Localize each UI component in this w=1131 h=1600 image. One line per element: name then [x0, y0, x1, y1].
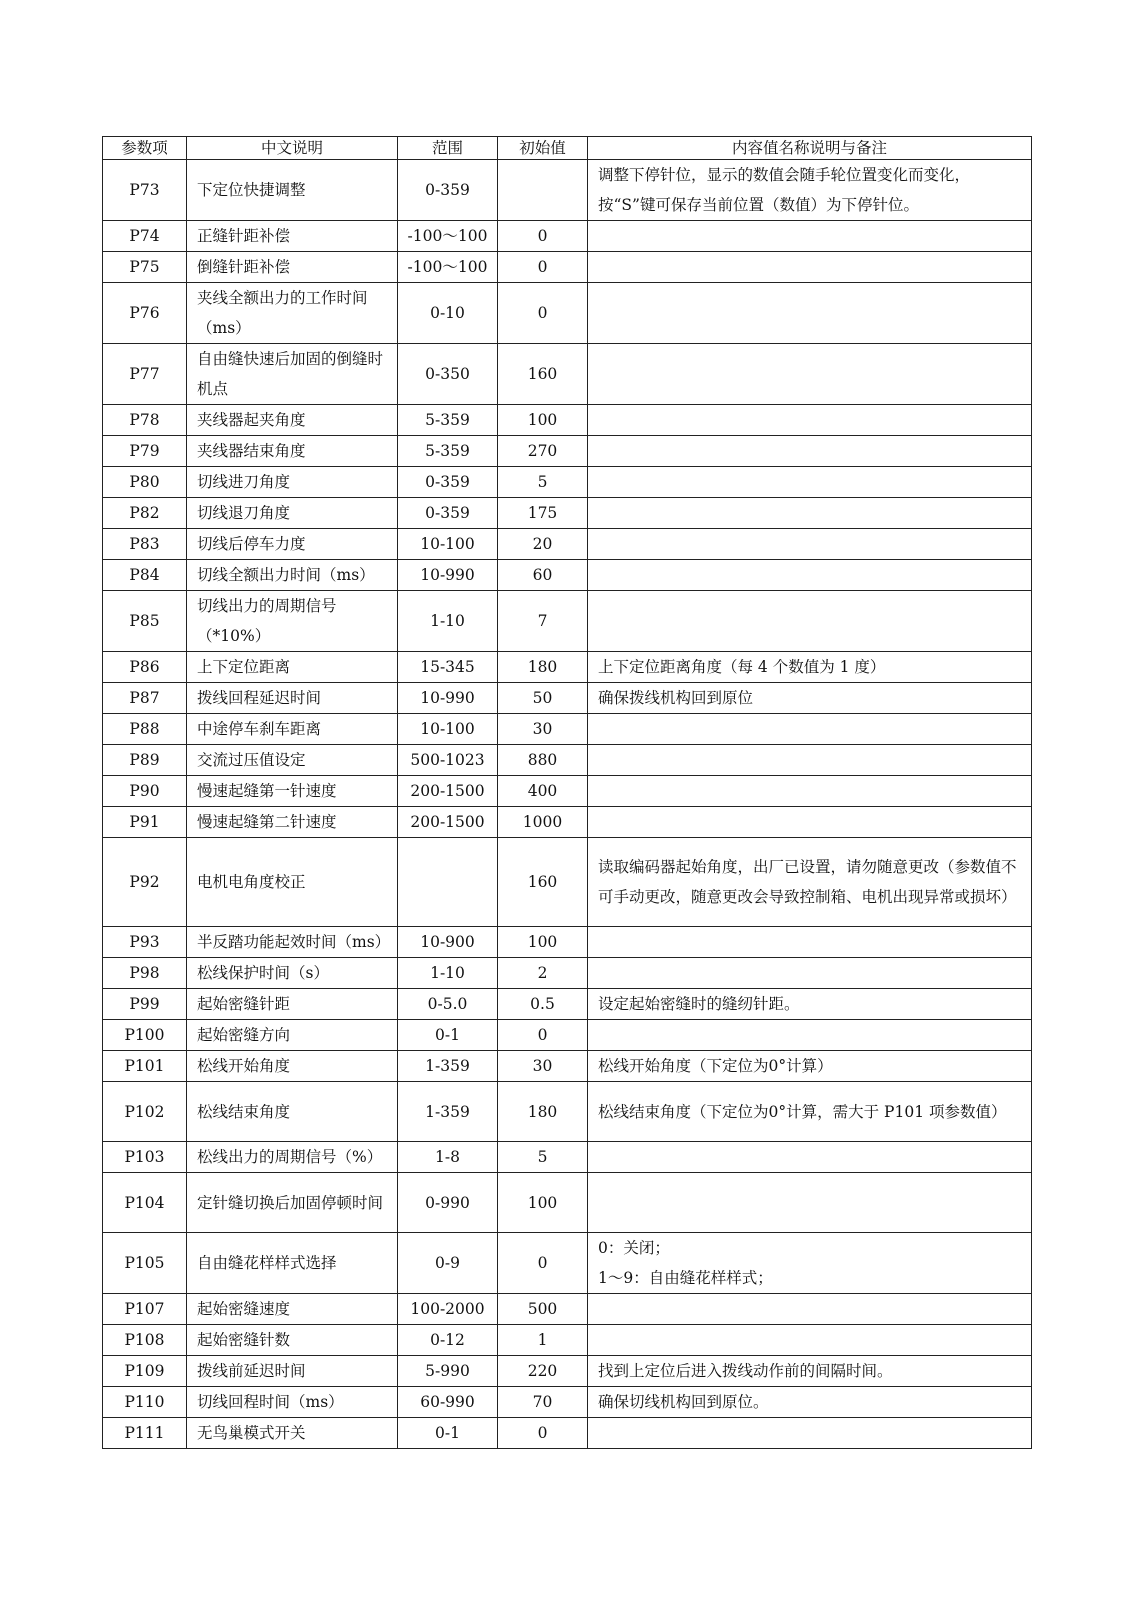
description-cell: 慢速起缝第二针速度: [187, 807, 398, 838]
description-cell: 松线开始角度: [187, 1051, 398, 1082]
initial-value-cell: 0: [498, 1020, 588, 1051]
header-range: 范围: [398, 137, 498, 160]
range-cell: -100～100: [398, 221, 498, 252]
param-id-cell: P102: [103, 1082, 187, 1142]
range-cell: -100～100: [398, 252, 498, 283]
notes-cell: [588, 498, 1032, 529]
description-cell: 切线出力的周期信号（*10%）: [187, 591, 398, 652]
notes-cell: [588, 467, 1032, 498]
param-id-cell: P93: [103, 927, 187, 958]
param-id-cell: P92: [103, 838, 187, 927]
notes-cell: [588, 221, 1032, 252]
param-id-cell: P108: [103, 1325, 187, 1356]
notes-cell: [588, 745, 1032, 776]
initial-value-cell: 5: [498, 1142, 588, 1173]
notes-cell: [588, 529, 1032, 560]
table-row: [103, 807, 1032, 838]
notes-cell: 0：关闭； 1～9：自由缝花样样式；: [588, 1233, 1032, 1294]
range-cell: 1-8: [398, 1142, 498, 1173]
header-notes: 内容值名称说明与备注: [588, 137, 1032, 160]
param-id-cell: P98: [103, 958, 187, 989]
range-cell: 0-1: [398, 1418, 498, 1449]
initial-value-cell: 180: [498, 652, 588, 683]
initial-value-cell: 0: [498, 1418, 588, 1449]
table-row: [103, 1051, 1032, 1082]
table-row: [103, 1020, 1032, 1051]
initial-value-cell: 270: [498, 436, 588, 467]
notes-cell: [588, 927, 1032, 958]
range-cell: 5-359: [398, 436, 498, 467]
table-row: [103, 652, 1032, 683]
table-row: [103, 1356, 1032, 1387]
notes-cell: [588, 1020, 1032, 1051]
range-cell: 0-359: [398, 160, 498, 221]
param-id-cell: P100: [103, 1020, 187, 1051]
table-row: [103, 344, 1032, 405]
range-cell: 0-10: [398, 283, 498, 344]
notes-cell: [588, 714, 1032, 745]
param-id-cell: P87: [103, 683, 187, 714]
table-row: [103, 529, 1032, 560]
notes-cell: 读取编码器起始角度，出厂已设置，请勿随意更改（参数值不可手动更改，随意更改会导致控制箱、电机出现异常或损坏）: [588, 838, 1032, 927]
description-cell: 夹线器起夹角度: [187, 405, 398, 436]
table-row: [103, 1142, 1032, 1173]
param-id-cell: P101: [103, 1051, 187, 1082]
range-cell: 0-5.0: [398, 989, 498, 1020]
header-initial-value: 初始值: [498, 137, 588, 160]
parameter-table: [102, 136, 1032, 1449]
notes-cell: [588, 776, 1032, 807]
param-id-cell: P110: [103, 1387, 187, 1418]
param-id-cell: P85: [103, 591, 187, 652]
param-id-cell: P86: [103, 652, 187, 683]
notes-cell: 找到上定位后进入拨线动作前的间隔时间。: [588, 1356, 1032, 1387]
description-cell: 切线后停车力度: [187, 529, 398, 560]
param-id-cell: P89: [103, 745, 187, 776]
description-cell: 松线出力的周期信号（%）: [187, 1142, 398, 1173]
table-row: [103, 160, 1032, 221]
notes-cell: [588, 1173, 1032, 1233]
table-row: [103, 591, 1032, 652]
notes-cell: [588, 807, 1032, 838]
table-row: [103, 283, 1032, 344]
range-cell: 100-2000: [398, 1294, 498, 1325]
table-row: [103, 989, 1032, 1020]
range-cell: 5-359: [398, 405, 498, 436]
range-cell: 500-1023: [398, 745, 498, 776]
initial-value-cell: 7: [498, 591, 588, 652]
table-row: [103, 838, 1032, 927]
param-id-cell: P73: [103, 160, 187, 221]
description-cell: 半反踏功能起效时间（ms）: [187, 927, 398, 958]
param-id-cell: P111: [103, 1418, 187, 1449]
initial-value-cell: 160: [498, 344, 588, 405]
initial-value-cell: 50: [498, 683, 588, 714]
description-cell: 倒缝针距补偿: [187, 252, 398, 283]
param-id-cell: P107: [103, 1294, 187, 1325]
table-row: [103, 1325, 1032, 1356]
description-cell: 切线进刀角度: [187, 467, 398, 498]
notes-cell: [588, 1418, 1032, 1449]
table-row: [103, 1173, 1032, 1233]
initial-value-cell: 60: [498, 560, 588, 591]
initial-value-cell: 0: [498, 221, 588, 252]
range-cell: 0-12: [398, 1325, 498, 1356]
description-cell: 自由缝花样样式选择: [187, 1233, 398, 1294]
table-row: [103, 560, 1032, 591]
initial-value-cell: 0.5: [498, 989, 588, 1020]
initial-value-cell: 70: [498, 1387, 588, 1418]
description-cell: 起始密缝方向: [187, 1020, 398, 1051]
param-id-cell: P77: [103, 344, 187, 405]
table-row: [103, 405, 1032, 436]
description-cell: 切线退刀角度: [187, 498, 398, 529]
description-cell: 上下定位距离: [187, 652, 398, 683]
range-cell: 10-100: [398, 714, 498, 745]
range-cell: 1-10: [398, 591, 498, 652]
range-cell: 0-359: [398, 467, 498, 498]
notes-cell: [588, 436, 1032, 467]
table-row: [103, 683, 1032, 714]
initial-value-cell: 175: [498, 498, 588, 529]
param-id-cell: P103: [103, 1142, 187, 1173]
description-cell: 拨线前延迟时间: [187, 1356, 398, 1387]
range-cell: 10-990: [398, 683, 498, 714]
range-cell: 0-9: [398, 1233, 498, 1294]
description-cell: 无鸟巢模式开关: [187, 1418, 398, 1449]
initial-value-cell: 30: [498, 1051, 588, 1082]
notes-cell: [588, 958, 1032, 989]
initial-value-cell: 0: [498, 252, 588, 283]
initial-value-cell: 20: [498, 529, 588, 560]
initial-value-cell: 100: [498, 927, 588, 958]
description-cell: 切线全额出力时间（ms）: [187, 560, 398, 591]
table-row: [103, 1387, 1032, 1418]
table-row: [103, 436, 1032, 467]
table-row: [103, 776, 1032, 807]
header-description: 中文说明: [187, 137, 398, 160]
param-id-cell: P83: [103, 529, 187, 560]
initial-value-cell: 100: [498, 1173, 588, 1233]
table-row: [103, 1294, 1032, 1325]
param-id-cell: P79: [103, 436, 187, 467]
description-cell: 起始密缝速度: [187, 1294, 398, 1325]
notes-cell: 松线结束角度（下定位为0°计算，需大于 P101 项参数值）: [588, 1082, 1032, 1142]
range-cell: 5-990: [398, 1356, 498, 1387]
initial-value-cell: 160: [498, 838, 588, 927]
range-cell: 200-1500: [398, 807, 498, 838]
description-cell: 松线结束角度: [187, 1082, 398, 1142]
notes-cell: 松线开始角度（下定位为0°计算）: [588, 1051, 1032, 1082]
param-id-cell: P82: [103, 498, 187, 529]
initial-value-cell: 2: [498, 958, 588, 989]
notes-cell: [588, 283, 1032, 344]
notes-cell: [588, 405, 1032, 436]
range-cell: 1-10: [398, 958, 498, 989]
param-id-cell: P76: [103, 283, 187, 344]
table-row: [103, 252, 1032, 283]
initial-value-cell: 180: [498, 1082, 588, 1142]
param-id-cell: P74: [103, 221, 187, 252]
description-cell: 起始密缝针距: [187, 989, 398, 1020]
initial-value-cell: 1: [498, 1325, 588, 1356]
notes-cell: 设定起始密缝时的缝纫针距。: [588, 989, 1032, 1020]
description-cell: 电机电角度校正: [187, 838, 398, 927]
notes-cell: 上下定位距离角度（每 4 个数值为 1 度）: [588, 652, 1032, 683]
range-cell: 60-990: [398, 1387, 498, 1418]
description-cell: 拨线回程延迟时间: [187, 683, 398, 714]
initial-value-cell: 100: [498, 405, 588, 436]
notes-cell: [588, 591, 1032, 652]
param-id-cell: P78: [103, 405, 187, 436]
range-cell: 10-990: [398, 560, 498, 591]
range-cell: 1-359: [398, 1051, 498, 1082]
notes-cell: [588, 1294, 1032, 1325]
param-id-cell: P104: [103, 1173, 187, 1233]
table-row: [103, 467, 1032, 498]
initial-value-cell: 0: [498, 283, 588, 344]
initial-value-cell: 1000: [498, 807, 588, 838]
notes-cell: [588, 560, 1032, 591]
description-cell: 夹线器结束角度: [187, 436, 398, 467]
notes-cell: [588, 344, 1032, 405]
param-id-cell: P75: [103, 252, 187, 283]
description-cell: 夹线全额出力的工作时间（ms）: [187, 283, 398, 344]
table-row: [103, 958, 1032, 989]
description-cell: 切线回程时间（ms）: [187, 1387, 398, 1418]
notes-cell: 确保切线机构回到原位。: [588, 1387, 1032, 1418]
table-row: [103, 745, 1032, 776]
range-cell: 0-359: [398, 498, 498, 529]
notes-cell: 调整下停针位，显示的数值会随手轮位置变化而变化，按“S”键可保存当前位置（数值）为下停针位。: [588, 160, 1032, 221]
table-row: [103, 714, 1032, 745]
header-param-id: 参数项: [103, 137, 187, 160]
table-row: [103, 498, 1032, 529]
notes-cell: [588, 1325, 1032, 1356]
initial-value-cell: 220: [498, 1356, 588, 1387]
param-id-cell: P91: [103, 807, 187, 838]
initial-value-cell: 500: [498, 1294, 588, 1325]
range-cell: 0-1: [398, 1020, 498, 1051]
description-cell: 定针缝切换后加固停顿时间: [187, 1173, 398, 1233]
param-id-cell: P88: [103, 714, 187, 745]
table-row: [103, 221, 1032, 252]
initial-value-cell: 30: [498, 714, 588, 745]
initial-value-cell: [498, 160, 588, 221]
notes-cell: [588, 252, 1032, 283]
range-cell: 15-345: [398, 652, 498, 683]
table-row: [103, 1418, 1032, 1449]
range-cell: 200-1500: [398, 776, 498, 807]
param-id-cell: P99: [103, 989, 187, 1020]
param-id-cell: P84: [103, 560, 187, 591]
range-cell: 0-350: [398, 344, 498, 405]
description-cell: 慢速起缝第一针速度: [187, 776, 398, 807]
description-cell: 松线保护时间（s）: [187, 958, 398, 989]
notes-cell: [588, 1142, 1032, 1173]
range-cell: [398, 838, 498, 927]
range-cell: 1-359: [398, 1082, 498, 1142]
initial-value-cell: 880: [498, 745, 588, 776]
description-cell: 起始密缝针数: [187, 1325, 398, 1356]
param-id-cell: P80: [103, 467, 187, 498]
range-cell: 10-100: [398, 529, 498, 560]
header-row: [103, 137, 1032, 160]
description-cell: 中途停车刹车距离: [187, 714, 398, 745]
description-cell: 正缝针距补偿: [187, 221, 398, 252]
table-row: [103, 1082, 1032, 1142]
range-cell: 0-990: [398, 1173, 498, 1233]
notes-cell: 确保拨线机构回到原位: [588, 683, 1032, 714]
table-row: [103, 927, 1032, 958]
param-id-cell: P105: [103, 1233, 187, 1294]
initial-value-cell: 5: [498, 467, 588, 498]
description-cell: 交流过压值设定: [187, 745, 398, 776]
param-id-cell: P109: [103, 1356, 187, 1387]
initial-value-cell: 400: [498, 776, 588, 807]
range-cell: 10-900: [398, 927, 498, 958]
description-cell: 下定位快捷调整: [187, 160, 398, 221]
initial-value-cell: 0: [498, 1233, 588, 1294]
param-id-cell: P90: [103, 776, 187, 807]
description-cell: 自由缝快速后加固的倒缝时机点: [187, 344, 398, 405]
table-row: [103, 1233, 1032, 1294]
